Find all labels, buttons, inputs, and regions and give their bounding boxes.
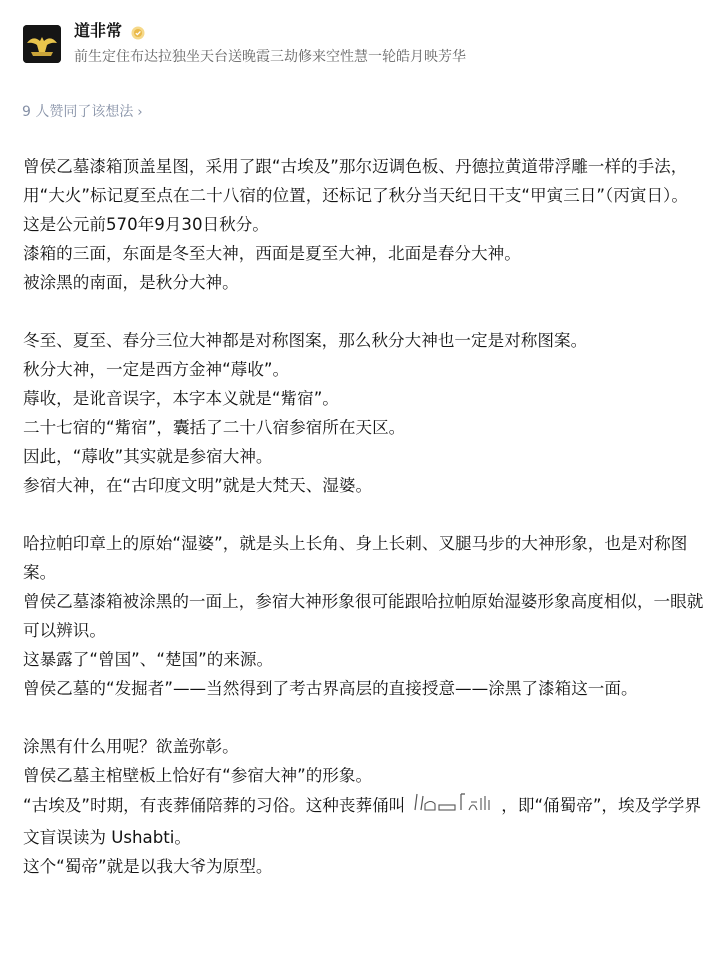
likes-text: 9 人赞同了该想法 [22,104,134,120]
paragraph: 冬至、夏至、春分三位大神都是对称图案，那么秋分大神也一定是对称图案。 [23,331,588,350]
author-bio: 前生定住布达拉独坐天台送晚霞三劫修来空性慧一轮皓月映芳华 [74,49,466,65]
author-name[interactable]: 道非常 [74,21,123,40]
post-header [0,0,720,80]
likes-summary[interactable] [22,103,143,122]
gold-badge-icon [131,25,145,39]
paragraph-text: ，即“俑蜀帝”，埃及学学界文盲误读为 Ushabti。 [23,796,701,847]
paragraph: 曾侯乙墓漆箱被涂黑的一面上，参宿大神形象很可能跟哈拉帕原始湿婆形象高度相似，一眼就可以辨识。 [23,592,704,640]
paragraph: 哈拉帕印章上的原始“湿婆”，就是头上长角、身上长刺、叉腿马步的大神形象，也是对称图案。 [23,534,688,582]
paragraph: 因此，“蓐收”其实就是参宿大神。 [23,447,273,466]
paragraph: 蓐收，是讹音误字，本字本义就是“觜宿”。 [23,389,339,408]
paragraph: 这是公元前570年9月30日秋分。 [23,215,269,234]
author-avatar[interactable] [23,25,61,63]
paragraph: 这个“蜀帝”就是以我大爷为原型。 [23,857,273,876]
paragraph-spacer [23,297,709,326]
paragraph-spacer [23,703,709,732]
paragraph: 曾侯乙墓漆箱顶盖星图，采用了跟“古埃及”那尔迈调色板、丹德拉黄道带浮雕一样的手法，用“大火”标记夏至点在二十八宿的位置，还标记了秋分当天纪日干支“甲寅三日”（丙寅日）。 [23,157,688,205]
paragraph: 参宿大神，在“古印度文明”就是大梵天、湿婆。 [23,476,373,495]
paragraph: 秋分大神，一定是西方金神“蓐收”。 [23,360,290,379]
paragraph: 涂黑有什么用呢？欲盖弥彰。 [23,737,239,756]
hieroglyph-image [411,790,495,823]
paragraph: 漆箱的三面，东面是冬至大神，西面是夏至大神，北面是春分大神。 [23,244,521,263]
paragraph: 这暴露了“曾国”、“楚国”的来源。 [23,650,274,669]
paragraph-spacer [23,500,709,529]
chevron-right-icon: › [137,105,143,120]
post-content [23,152,709,881]
paragraph: 曾侯乙墓主棺壁板上恰好有“参宿大神”的形象。 [23,766,373,785]
paragraph: 被涂黑的南面，是秋分大神。 [23,273,239,292]
paragraph-text: “古埃及”时期，有丧葬俑陪葬的习俗。这种丧葬俑叫 [23,796,406,815]
paragraph: 曾侯乙墓的“发掘者”——当然得到了考古界高层的直接授意——涂黑了漆箱这一面。 [23,679,638,698]
paragraph [23,790,709,852]
paragraph: 二十七宿的“觜宿”，囊括了二十八宿参宿所在天区。 [23,418,406,437]
